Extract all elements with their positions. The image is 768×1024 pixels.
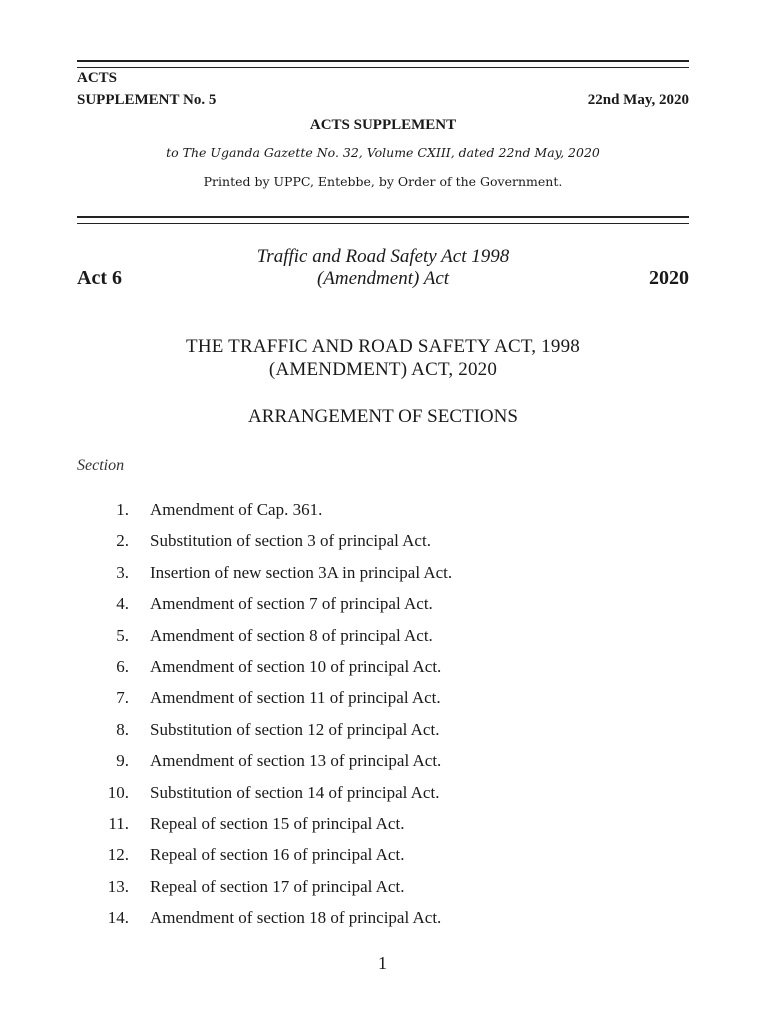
section-number: 5. [116, 625, 129, 645]
top-rule [77, 60, 689, 68]
section-label: Section [77, 457, 125, 474]
section-item [77, 563, 689, 594]
section-number: 6. [116, 656, 129, 676]
section-number: 14. [107, 908, 129, 928]
page-title [77, 335, 689, 381]
page-number: 1 [378, 953, 387, 973]
section-item [77, 594, 689, 625]
page-title-line1: THE TRAFFIC AND ROAD SAFETY ACT, 1998 [186, 336, 580, 357]
section-item [77, 877, 689, 908]
section-title: Substitution of section 12 of principal Act. [150, 719, 440, 739]
act-short-title [77, 246, 689, 290]
acts-supplement-heading: ACTS SUPPLEMENT [309, 117, 457, 133]
printed-by-line: Printed by UPPC, Entebbe, by Order of the Government. [203, 174, 563, 189]
section-item [77, 657, 689, 688]
act-year: 2020 [649, 267, 689, 289]
section-title: Amendment of section 8 of principal Act. [150, 625, 433, 645]
acts-label: ACTS [77, 70, 118, 86]
section-number: 12. [107, 845, 129, 865]
section-number: 3. [116, 562, 129, 582]
supplement-date: 22nd May, 2020 [587, 92, 689, 108]
section-title: Amendment of section 18 of principal Act. [150, 908, 442, 928]
section-item [77, 751, 689, 782]
section-item [77, 626, 689, 657]
supplement-number: SUPPLEMENT No. 5 [77, 92, 217, 108]
section-item [77, 908, 689, 939]
section-number: 13. [107, 876, 129, 896]
section-title: Repeal of section 16 of principal Act. [150, 845, 405, 865]
section-item [77, 500, 689, 531]
section-title: Amendment of section 7 of principal Act. [150, 594, 433, 614]
section-item [77, 688, 689, 719]
section-title: Amendment of section 11 of principal Act. [150, 688, 441, 708]
act-title-line1: Traffic and Road Safety Act 1998 [256, 246, 510, 267]
section-item [77, 783, 689, 814]
section-item [77, 814, 689, 845]
section-number: 9. [116, 751, 129, 771]
section-title: Amendment of section 13 of principal Act. [150, 751, 442, 771]
section-number: 7. [116, 688, 129, 708]
section-title: Repeal of section 17 of principal Act. [150, 876, 405, 896]
section-number: 11. [108, 813, 129, 833]
section-number: 8. [116, 719, 129, 739]
section-number: 10. [107, 782, 129, 802]
sections-list [77, 500, 689, 939]
section-number: 4. [116, 594, 129, 614]
section-title: Substitution of section 14 of principal Act. [150, 782, 440, 802]
section-title: Amendment of section 10 of principal Act. [150, 656, 442, 676]
supplement-line [77, 92, 689, 109]
page-title-line2: (AMENDMENT) ACT, 2020 [268, 359, 498, 380]
header-bottom-rule [77, 216, 689, 224]
section-number: 1. [116, 500, 129, 519]
section-title: Substitution of section 3 of principal Act. [150, 531, 431, 551]
section-item [77, 720, 689, 751]
arrangement-heading: ARRANGEMENT OF SECTIONS [248, 406, 518, 427]
section-title: Amendment of Cap. 361. [150, 500, 323, 519]
section-title: Insertion of new section 3A in principal Act. [150, 562, 453, 582]
section-item [77, 531, 689, 562]
act-number: Act 6 [77, 267, 122, 289]
act-title-line2: (Amendment) Act [316, 268, 450, 289]
section-number: 2. [116, 531, 129, 551]
section-item [77, 845, 689, 876]
section-title: Repeal of section 15 of principal Act. [150, 813, 405, 833]
gazette-line: to The Uganda Gazette No. 32, Volume CXIII, dated 22nd May, 2020 [166, 145, 600, 160]
